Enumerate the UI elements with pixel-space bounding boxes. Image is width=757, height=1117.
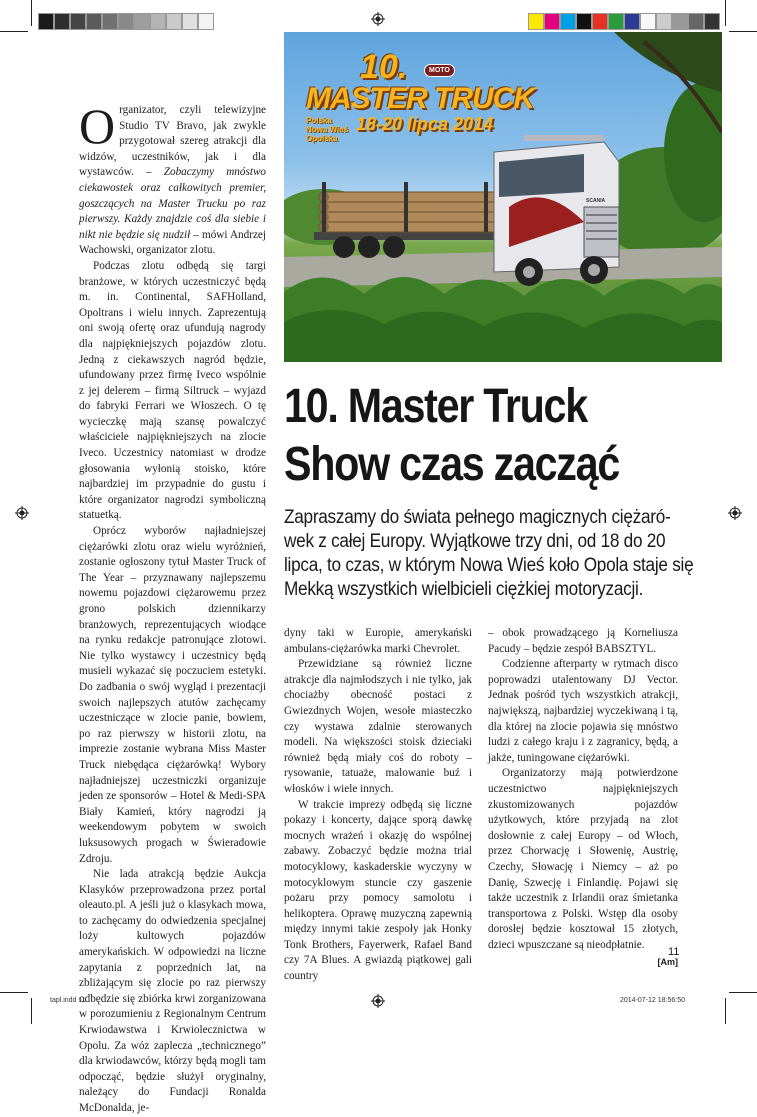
- body-column-2: [284, 626, 472, 985]
- color-swatch: [54, 13, 70, 30]
- page-number: 11: [668, 946, 680, 958]
- paragraph: Podczas zlotu odbędą się targi branżowe, w których uczestniczyć będą m. in. Continental, SAFHolland, Opoltrans i wielu innych. Zaprezentują oni swoją ofertę oraz ufundują nagrody dla najpiękniejszych pojazdów zlotu. Jedną z ciekawszych nagród będzie, ufundowany przez firmę Iveco wspólnie z jej delerem – firmą Siltruck – wyjazd do fabryki Ferrari we Włoszech. O tę wycieczkę mają szansę powalczyć właściciele najpiękniejszych na zlocie Iveco. Uczestnicy natomiast w drodze głosowania wyłonią stoisko, które najbardziej im przypadnie do gustu i które organizator nagrodzi symboliczną statuetką.: [79, 259, 266, 522]
- print-timestamp: 2014-07-12 18:56:50: [620, 997, 685, 1004]
- crop-mark: [0, 992, 28, 993]
- color-swatch: [640, 13, 656, 30]
- color-swatch: [608, 13, 624, 30]
- color-calibration-bar: [528, 13, 720, 30]
- hero-photo: [284, 32, 722, 362]
- color-swatch: [528, 13, 544, 30]
- paragraph-text: rganizator, czyli telewizyjne Studio TV Bravo, jak zwykle przygotował szereg atrakcji dla widzów, uczestników, jak i dla wystawców. –: [79, 104, 266, 179]
- color-swatch: [656, 13, 672, 30]
- color-swatch: [576, 13, 592, 30]
- crop-mark: [0, 31, 28, 32]
- registration-mark-icon: [15, 506, 29, 520]
- body-column-3: [488, 626, 678, 967]
- quote-text: Zobaczymy mnóstwo ciekawostek oraz całkowitych premier, goszczących na Master Trucku po raz pierwszy. Każdy znajdzie coś dla siebie i nikt nie będzie się nudził: [79, 166, 266, 241]
- grayscale-calibration-bar: [38, 13, 214, 30]
- color-swatch: [560, 13, 576, 30]
- color-swatch: [86, 13, 102, 30]
- crop-mark: [31, 998, 32, 1024]
- color-swatch: [70, 13, 86, 30]
- paragraph: Oprócz wyborów najładniejszej ciężarówki zlotu oraz wielu wyróżnień, zostanie ogłoszony tytuł Master Truck of The Year – przyznawany najlepszemu nowemu pojazdowi ciężarowemu przez grono polskich dziennikarzy branżowych, reprezentujących wiodące na rynku redakcje patronujące zlotowi. Nie tylko wystawcy i uczestnicy będą musieli wykazać się poczuciem estetyki. Do zadbania o swój wygląd i prezentacji swoich najlepszych atutów zachęcamy uczestniczące w zlocie panie, bowiem, po raz pierwszy w historii zlotu, na imprezie zostanie wybrana Miss Master Truck niebędąca ciężarówką! Wybory najładniejszej uczestniczki organizuje jeden ze sponsorów – Hotel & Medi-SPA Biały Kamień, który nagrodzi ją weekendowym pobytem w swoich luksusowych progach w Świeradowie Zdroju.: [79, 525, 266, 865]
- color-swatch: [688, 13, 704, 30]
- drop-cap: O: [79, 98, 116, 154]
- paragraph-text: – mówi Andrzej Wachowski, organizator zlotu.: [79, 228, 266, 257]
- color-swatch: [544, 13, 560, 30]
- crop-mark: [729, 31, 757, 32]
- color-swatch: [134, 13, 150, 30]
- color-swatch: [592, 13, 608, 30]
- paragraph: [79, 98, 266, 259]
- article-lead: Zapraszamy do świata pełnego magicznych ciężaró-wek z całej Europy. Wyjątkowe trzy dni, od 18 do 20 lipca, to czas, w którym Nowa Wieś koło Opola staje się Mekką wszystkich wielbicieli ciężkiej motoryzacji.: [284, 507, 694, 600]
- paragraph: Przewidziane są również liczne atrakcje dla najmłodszych i nie tylko, jak chociażby obecność postaci z Gwiezdnych Wojen, wesołe miasteczko czy wystawa zdalnie sterowanych modeli. Na większości stoisk dzieciaki również będą miały coś do roboty – rysowanie, tatuaże, malowanie buź i włosków i wiele innych.: [284, 658, 472, 795]
- color-swatch: [166, 13, 182, 30]
- paragraph: Organizatorzy mają potwierdzone uczestnictwo najpiękniejszych zkustomizowanych pojazdów użytkowych, które przyjadą na zlot dosłownie z całej Europy – od Włoch, przez Chorwację i Słowenię, Austrię, Czechy, Słowację i Niemcy – aż po Danię, Szwecję i Finlandię. Pojawi się także uczestnik z Irlandii oraz śmietanka transportowa z Polski. Wstęp dla osoby dorosłej będzie kosztował 15 złotych, dzieci wpuszczane są nieodpłatnie.: [488, 767, 678, 951]
- article-title: 10. Master Truck Show czas zacząć: [284, 380, 619, 491]
- color-swatch: [182, 13, 198, 30]
- paragraph: Codzienne afterparty w rytmach disco poprowadzi utalentowany DJ Vector. Jednak pośród tych wszystkich atrakcji, największą, najbardziej wyczekiwaną i tą, dla której na zlocie pojawia się mnóstwo ludzi z całego kraju i z zagranicy, będą, a jakże, tuningowane ciężarówki.: [488, 658, 678, 764]
- truck-brand-label: SCANIA: [586, 198, 606, 204]
- color-swatch: [102, 13, 118, 30]
- crop-mark: [725, 998, 726, 1024]
- crop-mark: [31, 0, 32, 26]
- color-swatch: [118, 13, 134, 30]
- author-signature: [Am]: [657, 957, 678, 968]
- moto-brand-badge: MOTO: [424, 64, 455, 77]
- paragraph: dyny taki w Europie, amerykański ambulans-ciężarówka marki Chevrolet.: [284, 627, 472, 655]
- crop-mark: [725, 0, 726, 26]
- paragraph: W trakcie imprezy odbędą się liczne pokazy i koncerty, dające sporą dawkę mocnych wrażeń i okazję do wspólnej zabawy. Zobaczyć będzie można trial motocyklowy, kaskaderskie wyczyny w motocyklowym stuncie czy gaszenie pożaru przy pomocy samolotu i helikoptera. Oprawę muzyczną zapewnią między innymi takie zespoły jak Honky Tonk Brothers, Fayerwerk, Rafael Band czy 7A Blues. A gwiazdą piątkowej gali country: [284, 798, 472, 983]
- color-swatch: [198, 13, 214, 30]
- color-swatch: [624, 13, 640, 30]
- logo-number: 10.: [360, 48, 408, 86]
- logo-place: Polska Nowa Wieś Opolska: [306, 116, 349, 143]
- crop-mark: [729, 992, 757, 993]
- color-swatch: [704, 13, 720, 30]
- print-file-info: tapl.indd 11: [50, 997, 86, 1004]
- body-column-1: [79, 98, 266, 1117]
- logo-title: MASTER TRUCK: [306, 82, 534, 115]
- color-swatch: [150, 13, 166, 30]
- color-swatch: [672, 13, 688, 30]
- registration-mark-icon: [371, 12, 385, 26]
- paragraph: Nie lada atrakcją będzie Aukcja Klasyków przeprowadzona przez portal oleauto.pl. A jeśli już o klasykach mowa, to zachęcamy do odwiedzenia specjalnej loży kultowych pojazdów amerykańskich. W odpowiedzi na liczne zapytania z poprzednich lat, na zbliżającym się zlocie po raz pierwszy odbędzie się zbiórka krwi zorganizowana w porozumieniu z Regionalnym Centrum Krwiodawstwa i Krwiolecznictwa w Opolu. Za wóz zaplecza „technicznego” dla krwiodawców, którzy będą mogli tam odpocząć, będzie służył oryginalny, należący do Fundacji Ronalda McDonalda, je-: [79, 868, 266, 1114]
- registration-mark-icon: [371, 994, 385, 1008]
- paragraph: – obok prowadzącego ją Korneliusza Pacudy – będzie zespół BABSZTYL.: [488, 627, 678, 655]
- logo-dates: 18-20 lipca 2014: [356, 114, 494, 134]
- registration-mark-icon: [728, 506, 742, 520]
- color-swatch: [38, 13, 54, 30]
